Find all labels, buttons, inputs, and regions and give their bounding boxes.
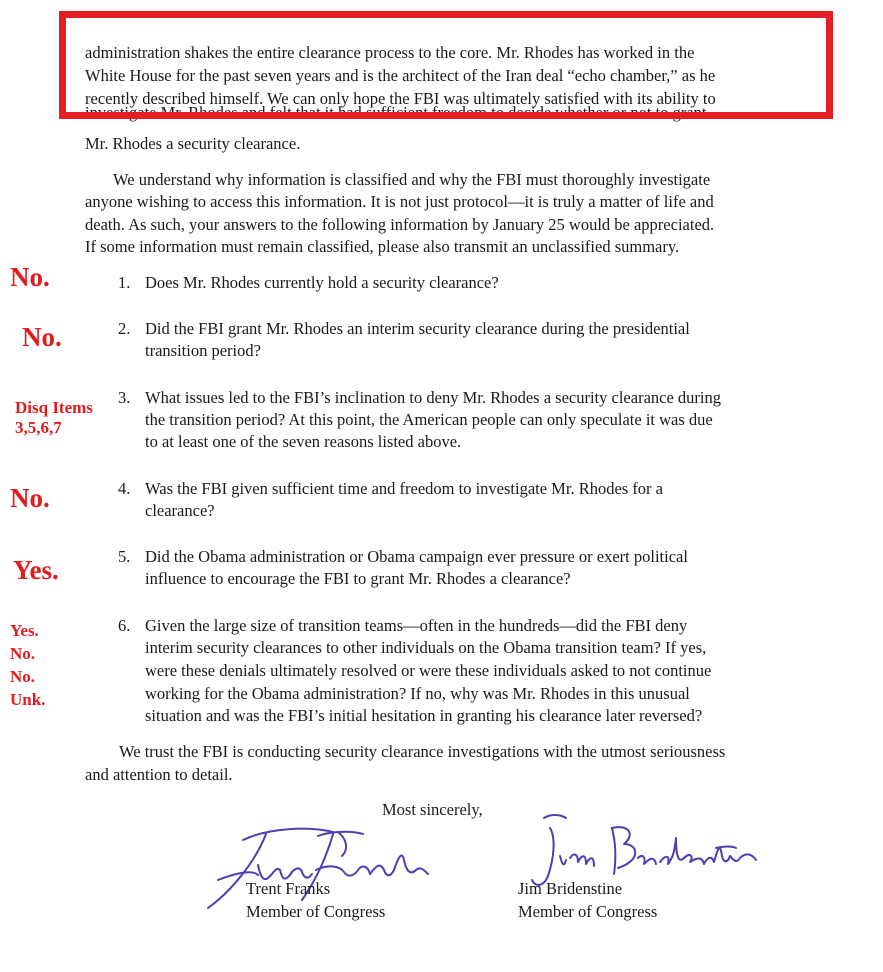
signer-2-name: Jim Bridenstine [518, 879, 623, 898]
question-1-line-1: Does Mr. Rhodes currently hold a security clearance? [145, 273, 499, 292]
annotation-q5: Yes. [13, 555, 59, 585]
question-4-number: 4. [118, 479, 131, 498]
question-4-line-2: clearance? [145, 501, 215, 520]
annotation-q2: No. [22, 322, 62, 352]
question-5-line-1: Did the Obama administration or Obama campaign ever pressure or exert political [145, 547, 688, 566]
paragraph-2-line-3: death. As such, your answers to the following information by January 25 would be appreciated. [85, 215, 715, 234]
question-6-number: 6. [118, 616, 131, 635]
highlighted-line-1: administration shakes the entire clearance process to the core. Mr. Rhodes has worked in the [85, 43, 695, 62]
red-highlight-box [59, 11, 833, 119]
question-3-line-2: the transition period? At this point, the American people can only speculate it was due [145, 410, 713, 429]
question-3-line-3: to at least one of the seven reasons listed above. [145, 432, 462, 451]
annotation-q4: No. [10, 483, 50, 513]
question-4-line-1: Was the FBI given sufficient time and freedom to investigate Mr. Rhodes for a [145, 479, 664, 498]
paragraph-2-line-2: anyone wishing to access this information. It is not just protocol—it is truly a matter of life and [85, 192, 714, 211]
partially-hidden-line: investigate Mr. Rhodes and felt that it had sufficient freedom to decide whether or not to grant [85, 103, 707, 122]
question-5-number: 5. [118, 547, 131, 566]
question-2-line-1: Did the FBI grant Mr. Rhodes an interim security clearance during the presidential [145, 319, 690, 338]
signer-1-title: Member of Congress [246, 902, 386, 921]
question-5-line-2: influence to encourage the FBI to grant Mr. Rhodes a clearance? [145, 569, 571, 588]
question-2-number: 2. [118, 319, 131, 338]
paragraph-1-end: Mr. Rhodes a security clearance. [85, 134, 301, 153]
annotation-q3-line-1: Disq Items [15, 398, 93, 417]
question-2-line-2: transition period? [145, 341, 261, 360]
question-3-line-1: What issues led to the FBI’s inclination to deny Mr. Rhodes a security clearance during [145, 388, 721, 407]
question-6-line-1: Given the large size of transition teams—often in the hundreds—did the FBI deny [145, 616, 688, 635]
question-3-number: 3. [118, 388, 131, 407]
annotation-q6-line-1: Yes. [10, 621, 39, 640]
annotation-q6-line-2: No. [10, 644, 36, 663]
highlighted-line-3: recently described himself. We can only hope the FBI was ultimately satisfied with its ability to [85, 89, 716, 108]
signer-1-name: Trent Franks [246, 879, 331, 898]
valediction: Most sincerely, [382, 800, 483, 819]
annotation-q1: No. [10, 262, 50, 292]
signer-2-title: Member of Congress [518, 902, 658, 921]
question-6-line-5: situation and was the FBI’s initial hesitation in granting his clearance later reversed? [145, 706, 703, 725]
closing-line-1: We trust the FBI is conducting security clearance investigations with the utmost seriousness [119, 742, 726, 761]
paragraph-2-line-1: We understand why information is classified and why the FBI must thoroughly investigate [113, 170, 711, 189]
question-6-line-3: were these denials ultimately resolved or were these individuals asked to not continue [145, 661, 712, 680]
question-6-line-4: working for the Obama administration? If no, why was Mr. Rhodes in this unusual [145, 684, 690, 703]
annotation-q6-line-4: Unk. [10, 690, 46, 709]
highlighted-line-2: White House for the past seven years and is the architect of the Iran deal “echo chamber,” as he [85, 66, 716, 85]
annotation-q6-line-3: No. [10, 667, 36, 686]
question-1-number: 1. [118, 273, 131, 292]
question-6-line-2: interim security clearances to other individuals on the Obama transition team? If yes, [145, 638, 707, 657]
closing-line-2: and attention to detail. [85, 765, 233, 784]
annotation-q3-line-2: 3,5,6,7 [15, 418, 62, 437]
paragraph-2-line-4: If some information must remain classified, please also transmit an unclassified summary. [85, 237, 680, 256]
